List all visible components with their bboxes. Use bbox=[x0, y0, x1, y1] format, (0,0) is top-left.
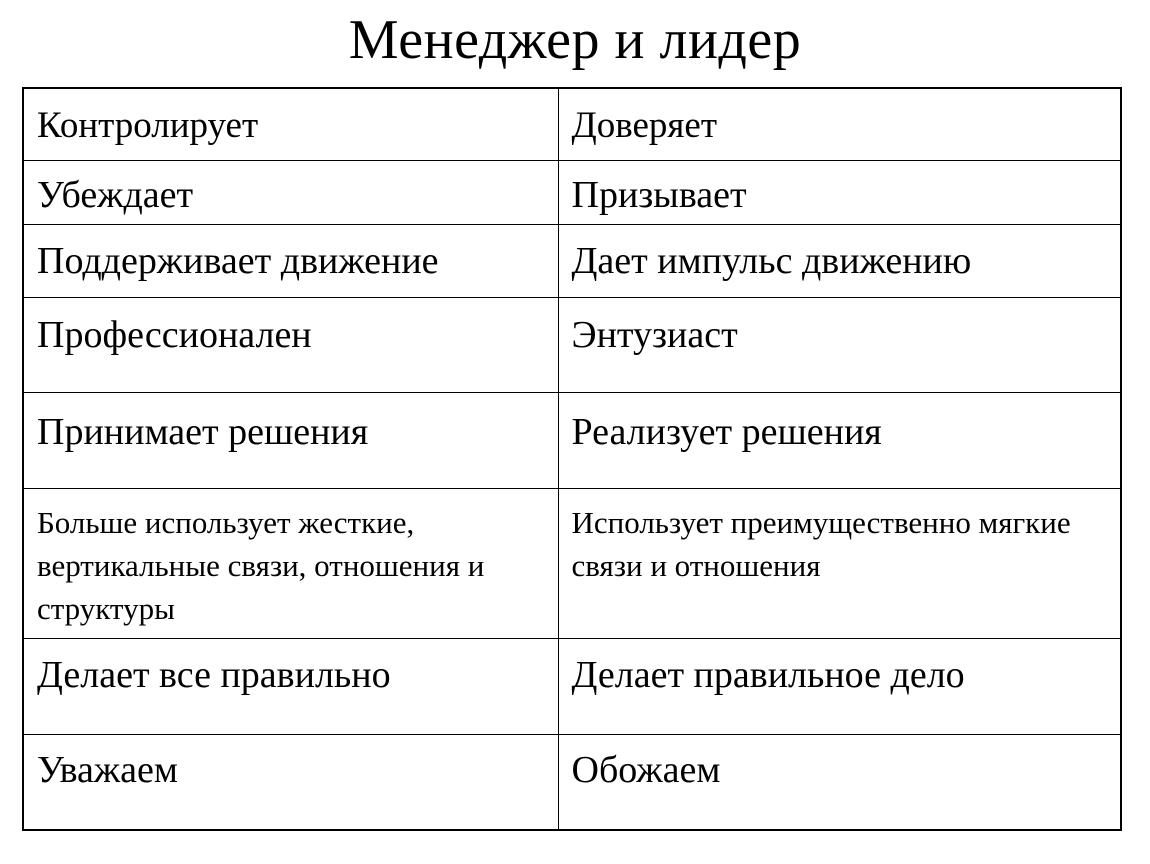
manager-cell: Больше использует жесткие, вертикальные связи, отношения и структуры bbox=[23, 488, 558, 638]
table-row bbox=[23, 488, 1121, 638]
manager-cell: Поддерживает движение bbox=[23, 224, 558, 297]
leader-cell: Обожаем bbox=[558, 734, 1121, 830]
leader-cell: Дает импульс движению bbox=[558, 224, 1121, 297]
page-title: Менеджер и лидер bbox=[348, 9, 802, 71]
leader-cell: Реализует решения bbox=[558, 392, 1121, 488]
leader-cell: Энтузиаст bbox=[558, 297, 1121, 392]
manager-cell: Делает все правильно bbox=[23, 638, 558, 734]
manager-cell: Принимает решения bbox=[23, 392, 558, 488]
table-row bbox=[23, 638, 1121, 734]
table-row bbox=[23, 88, 1121, 160]
leader-cell: Доверяет bbox=[558, 88, 1121, 160]
table-row bbox=[23, 392, 1121, 488]
table-row bbox=[23, 297, 1121, 392]
leader-cell: Призывает bbox=[558, 160, 1121, 224]
table-row bbox=[23, 224, 1121, 297]
manager-cell: Убеждает bbox=[23, 160, 558, 224]
manager-cell: Контролирует bbox=[23, 88, 558, 160]
table-row bbox=[23, 734, 1121, 830]
comparison-table bbox=[22, 87, 1122, 831]
manager-cell: Профессионален bbox=[23, 297, 558, 392]
leader-cell: Использует преимущественно мягкие связи и отношения bbox=[558, 488, 1121, 638]
table-row bbox=[23, 160, 1121, 224]
manager-cell: Уважаем bbox=[23, 734, 558, 830]
leader-cell: Делает правильное дело bbox=[558, 638, 1121, 734]
